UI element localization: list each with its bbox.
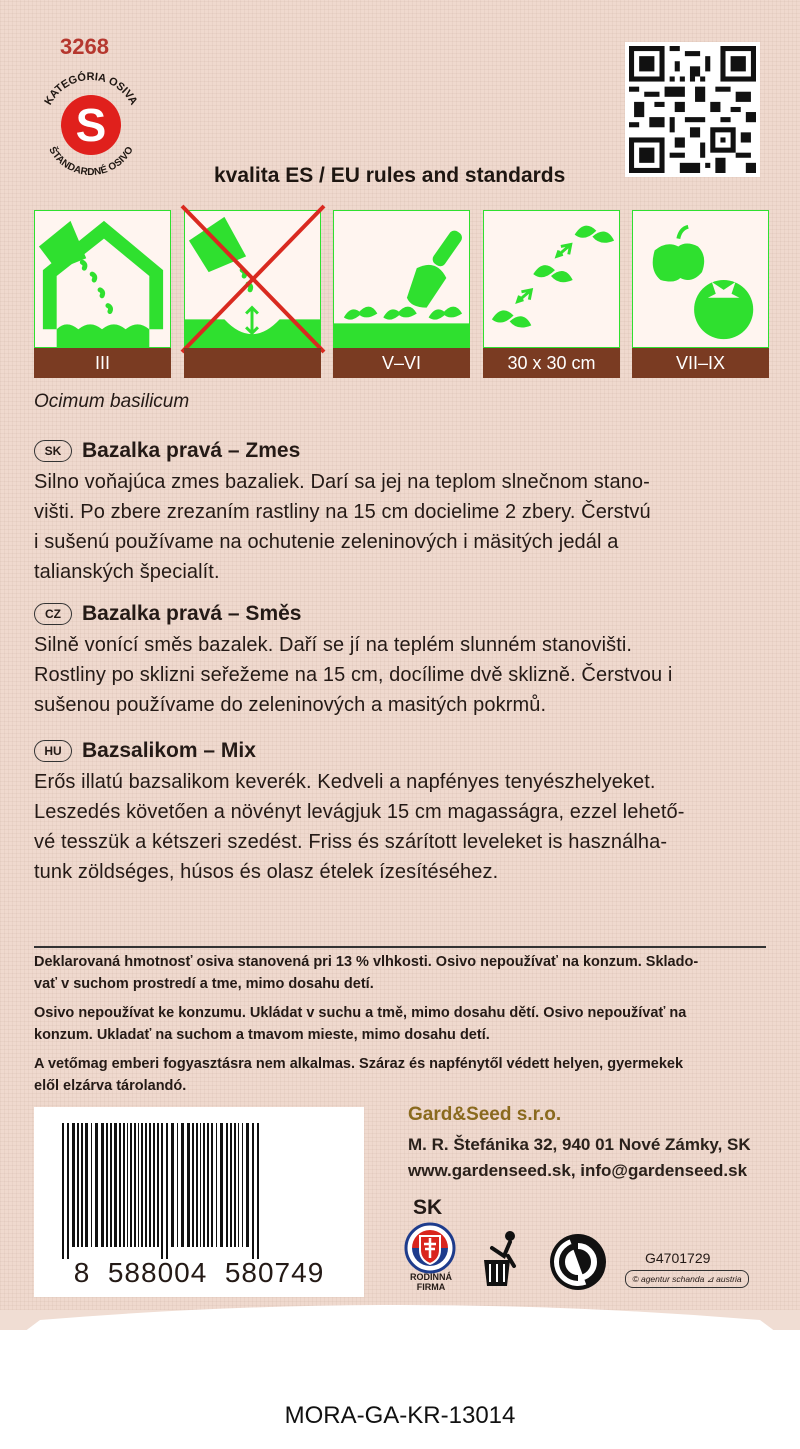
barcode-number: 8 588004 580749: [73, 1257, 325, 1288]
section-text-sk-content: Silno voňajúca zmes bazaliek. Darí sa jej na teplom slnečnom stano- višti. Po zbere zrezaním rastliny na 15 cm docielime 2 zbery. Čerstvú i sušenú používame na ochutenie zeleninových i mäsitých jedál a talianských špecialít.: [34, 471, 651, 583]
spacing-icon: [483, 210, 620, 348]
icon-label-sowing-indoors: III: [34, 348, 171, 378]
barcode-bar: [114, 1123, 117, 1247]
barcode-bar: [91, 1123, 92, 1247]
barcode-bar: [123, 1123, 125, 1247]
barcode-bar: [153, 1123, 155, 1247]
section-text-hu-content: Erős illatú bazsalikom keverék. Kedveli a napfényes tenyészhelyeket. Leszedés követően a növényt levágjuk 15 cm magasságra, ezzel lehető- vé tesszük a kétszeri szedést. Friss és szárított leveleket is használha- tunk zöldséges, húsos és olasz ételek ízesítéséhez.: [34, 771, 685, 883]
barcode-bar: [207, 1123, 209, 1247]
section-sk: [34, 437, 774, 587]
barcode-guard-bar: [62, 1123, 64, 1259]
barcode-bar: [95, 1123, 98, 1247]
agentur-credit: © agentur schanda ⊿ austria: [625, 1270, 749, 1288]
section-title-hu: Bazsalikom – Mix: [82, 739, 256, 762]
icon-card-spacing: [483, 210, 620, 378]
green-dot-recycle-icon: [548, 1232, 608, 1292]
lang-badge-sk: SK: [34, 440, 72, 462]
barcode-bar: [171, 1123, 174, 1247]
legal-text-hu: A vetőmag emberi fogyasztásra nem alkalmas. Száraz és napfénytől védett helyen, gyermekek elől elzárva tárolandó.: [34, 1056, 684, 1094]
tidyman-bin-icon: [480, 1230, 528, 1290]
barcode-bar: [145, 1123, 147, 1247]
barcode-bar: [246, 1123, 249, 1247]
barcode-bar: [81, 1123, 83, 1247]
lang-badge-hu: HU: [34, 740, 72, 762]
legal-text-cz-sk: Osivo nepoužívat ke konzumu. Ukládat v suchu a tmě, mimo dosahu dětí. Osivo nepoužívať na konzum. Ukladať na suchom a tmavom mieste, mimo dosahu detí.: [34, 1005, 687, 1043]
barcode-bar: [130, 1123, 132, 1247]
barcode-bar: [149, 1123, 151, 1247]
icon-card-direct-sowing: [184, 210, 321, 378]
icon-card-harvest: [632, 210, 769, 378]
harvest-icon: [632, 210, 769, 348]
barcode-bar: [85, 1123, 88, 1247]
barcode-digits: [34, 1257, 364, 1289]
barcode-bar: [220, 1123, 223, 1247]
barcode-bar: [181, 1123, 184, 1247]
barcode-bar: [141, 1123, 143, 1247]
section-text-sk: [34, 467, 774, 587]
section-title-sk: Bazalka pravá – Zmes: [82, 439, 301, 462]
barcode-bar: [200, 1123, 201, 1247]
barcode-bar: [177, 1123, 178, 1247]
barcode-bar: [77, 1123, 79, 1247]
g-code: G4701729: [645, 1250, 711, 1266]
icon-label-spacing: 30 x 30 cm: [483, 348, 620, 378]
quality-standard-text: kvalita ES / EU rules and standards: [214, 164, 566, 187]
barcode-bar: [234, 1123, 236, 1247]
divider-line: [34, 946, 766, 948]
section-text-cz: [34, 630, 774, 720]
company-contact[interactable]: www.gardenseed.sk, info@gardenseed.sk: [408, 1161, 748, 1180]
barcode-bar: [203, 1123, 205, 1247]
icon-label-planting-out: V–VI: [333, 348, 470, 378]
icon-label-direct-sowing: [184, 348, 321, 378]
country-code: SK: [413, 1196, 443, 1219]
barcode-bar: [216, 1123, 217, 1247]
qr-code[interactable]: [625, 42, 760, 177]
barcode-bar: [238, 1123, 239, 1247]
section-cz: [34, 600, 774, 720]
slovak-emblem-icon: [404, 1222, 456, 1274]
barcode-bar: [110, 1123, 112, 1247]
icon-label-harvest: VII–IX: [632, 348, 769, 378]
bottom-panel: [0, 1330, 800, 1449]
barcode: [34, 1107, 364, 1297]
barcode-bar: [230, 1123, 232, 1247]
badge-ring-top-text: KATEGÓRIA OSIVA: [42, 70, 140, 108]
icon-card-sowing-indoors: [34, 210, 171, 378]
legal-text-sk: Deklarovaná hmotnosť osiva stanovená pri 13 % vlhkosti. Osivo nepoužívať na konzum. Sklado- vať v suchom prostredí a tme, mimo dosahu detí.: [34, 954, 699, 992]
lang-badge-cz: CZ: [34, 603, 72, 625]
product-code: 3268: [60, 34, 109, 59]
barcode-bar: [138, 1123, 139, 1247]
barcode-guard-bar: [166, 1123, 168, 1259]
barcode-guard-bar: [161, 1123, 163, 1259]
icon-card-planting-out: [333, 210, 470, 378]
planting-out-icon: [333, 210, 470, 348]
footer-code: MORA-GA-KR-13014: [284, 1402, 516, 1429]
species-latin-name: Ocimum basilicum: [34, 391, 190, 412]
barcode-bar: [196, 1123, 198, 1247]
company-name: Gard&Seed s.r.o.: [408, 1104, 562, 1125]
barcode-bars-icon: [58, 1123, 340, 1259]
sowing-indoors-icon: [34, 210, 171, 348]
barcode-bar: [72, 1123, 75, 1247]
seed-category-badge-icon: [30, 64, 152, 186]
company-block: [408, 1104, 751, 1184]
qr-code-icon: [629, 46, 756, 173]
barcode-bar: [157, 1123, 159, 1247]
barcode-bar: [106, 1123, 108, 1247]
section-text-cz-content: Silně vonící směs bazalek. Daří se jí na teplém slunném stanovišti. Rostliny po sklizni seřežeme na 15 cm, docílime dvě sklizně. Čerstvou i sušenou používame do zeleninových a masitých pokrmů.: [34, 634, 673, 716]
barcode-bar: [119, 1123, 121, 1247]
not-applicable-cross-icon: [176, 200, 330, 358]
badge-letter: S: [75, 99, 107, 151]
section-title-cz: Bazalka pravá – Směs: [82, 602, 302, 625]
family-firm-text: RODINNÁ FIRMA: [410, 1272, 452, 1292]
barcode-bar: [127, 1123, 128, 1247]
barcode-guard-bar: [252, 1123, 254, 1259]
barcode-guard-bar: [67, 1123, 69, 1259]
barcode-bar: [211, 1123, 213, 1247]
barcode-bar: [134, 1123, 136, 1247]
barcode-bar: [226, 1123, 228, 1247]
barcode-bar: [101, 1123, 104, 1247]
section-text-hu: [34, 767, 774, 887]
barcode-bar: [187, 1123, 190, 1247]
barcode-bar: [242, 1123, 243, 1247]
barcode-guard-bar: [257, 1123, 259, 1259]
badge-ring-bottom-text: ŠTANDARDNÉ OSIVO: [46, 144, 136, 179]
company-address: M. R. Štefánika 32, 940 01 Nové Zámky, SK: [408, 1135, 751, 1154]
barcode-bar: [192, 1123, 194, 1247]
section-hu: [34, 737, 774, 887]
